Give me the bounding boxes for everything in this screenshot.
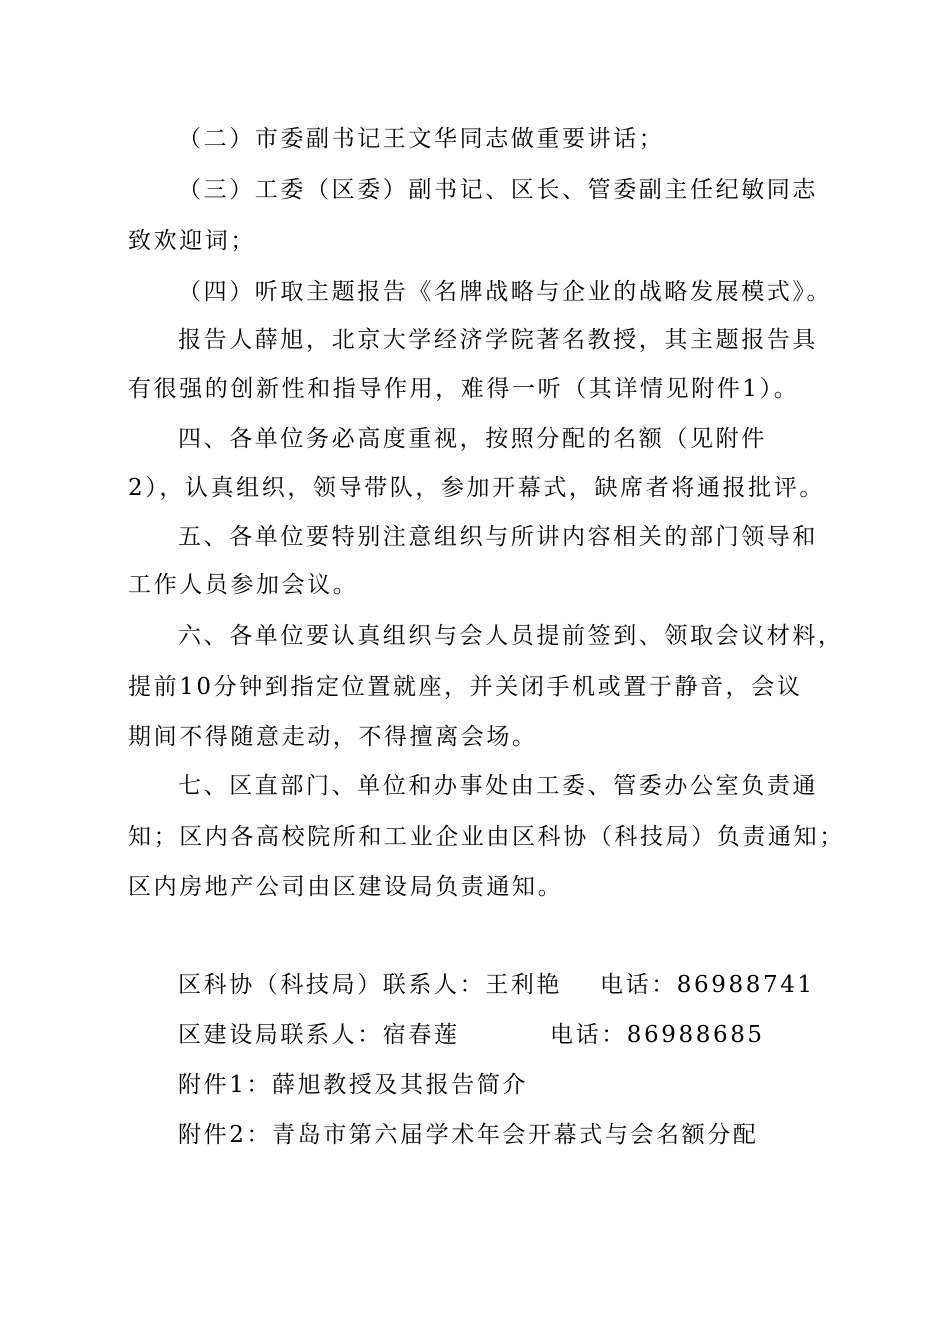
section-7-line-3: 区内房地产公司由区建设局负责通知。 [128, 874, 564, 900]
section-5-line-2: 工作人员参加会议。 [128, 572, 359, 598]
section-6-line-1: 六、各单位要认真组织与会人员提前签到、领取会议材料， [178, 623, 844, 649]
section-4-line-1: 四、各单位务必高度重视，按照分配的名额（见附件 [178, 426, 767, 452]
section-7-line-1: 七、区直部门、单位和办事处由工委、管委办公室负责通 [178, 773, 818, 799]
section-4-line-2: 2），认真组织，领导带队，参加开幕式，缺席者将通报批评。 [128, 475, 825, 501]
item-3-welcome-line-2: 致欢迎词； [128, 228, 256, 254]
item-2-speech: （二）市委副书记王文华同志做重要讲话； [178, 126, 665, 152]
reporter-line-1: 报告人薛旭，北京大学经济学院著名教授，其主题报告具 [178, 327, 818, 353]
contact-jianshe-label: 区建设局联系人：宿春莲 [178, 1022, 460, 1048]
item-4-report: （四）听取主题报告《名牌战略与企业的战略发展模式》。 [178, 279, 833, 305]
contact-kexie-label: 区科协（科技局）联系人：王利艳 [178, 972, 562, 998]
contact-jianshe-phone: 电话：86988685 [550, 1022, 765, 1048]
section-6-line-3: 期间不得随意走动，不得擅离会场。 [128, 724, 538, 750]
attachment-1: 附件1：薛旭教授及其报告简介 [178, 1072, 529, 1098]
attachment-2: 附件2：青岛市第六届学术年会开幕式与会名额分配 [178, 1122, 759, 1148]
section-5-line-1: 五、各单位要特别注意组织与所讲内容相关的部门领导和 [178, 524, 818, 550]
contact-kexie-phone: 电话：86988741 [600, 972, 815, 998]
reporter-line-2: 有很强的创新性和指导作用，难得一听（其详情见附件1）。 [128, 376, 800, 402]
item-3-welcome-line-1: （三）工委（区委）副书记、区长、管委副主任纪敏同志 [178, 177, 818, 203]
section-6-line-2: 提前10分钟到指定位置就座，并关闭手机或置于静音，会议 [128, 674, 803, 700]
section-7-line-2: 知；区内各高校院所和工业企业由区科协（科技局）负责通知； [128, 824, 845, 850]
